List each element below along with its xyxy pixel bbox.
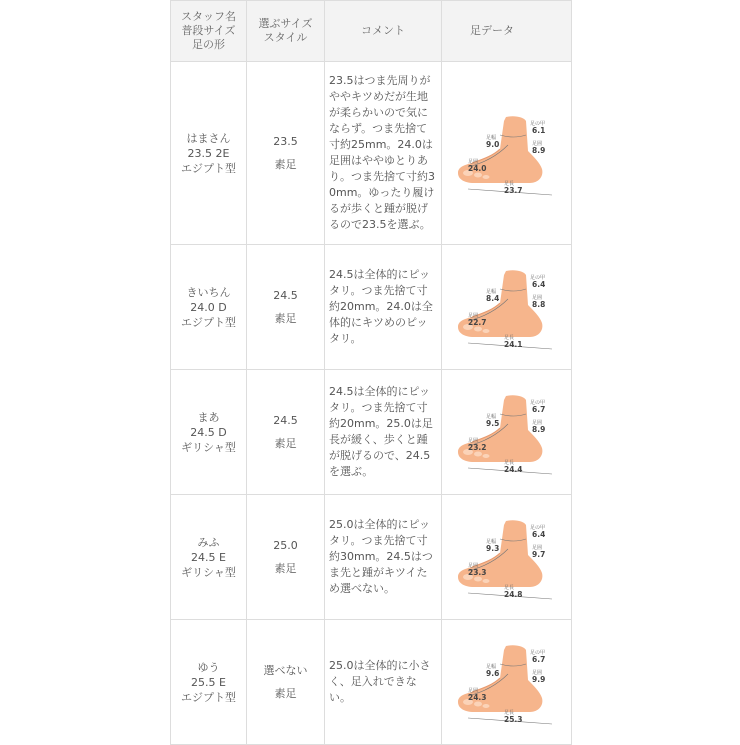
- staff-cell: [171, 620, 247, 745]
- staff-size-spec: 24.5 E: [191, 550, 226, 564]
- girth-label: 足囲: [467, 688, 478, 694]
- length-label: 足長: [503, 710, 514, 716]
- staff-size-spec: 24.0 D: [190, 300, 227, 314]
- width-label: 足幅: [485, 664, 496, 670]
- length-label: 足長: [503, 181, 514, 187]
- instep-height-value: 6.4: [531, 530, 545, 539]
- comment-cell: 24.5は全体的にピッタリ。つま先捨て寸約20mm。25.0は足長が緩く、歩くと踵が脱げるので、24.5を選ぶ。: [325, 370, 442, 495]
- staff-name: きいちん: [186, 285, 231, 299]
- staff-foot-shape: ギリシャ型: [181, 565, 236, 579]
- staff-name: まあ: [197, 410, 220, 424]
- staff-foot-shape: エジプト型: [181, 690, 236, 704]
- staff-foot-shape: ギリシャ型: [181, 440, 236, 454]
- girth-label: 足囲: [467, 438, 478, 444]
- table-row: [171, 62, 572, 245]
- foot-data-cell: [442, 620, 572, 745]
- girth-label-right: 足囲: [531, 670, 542, 676]
- width-label: 足幅: [485, 135, 496, 141]
- foot-data-cell: [442, 495, 572, 620]
- foot-girth-value: 23.3: [467, 568, 487, 577]
- foot-length-value: 25.3: [503, 715, 523, 724]
- ball-width-value: 8.9: [531, 425, 545, 434]
- foot-width-value: 9.5: [485, 419, 499, 428]
- width-label: 足幅: [485, 289, 496, 295]
- foot-data-cell: [442, 370, 572, 495]
- instep-label: 足の甲: [529, 525, 545, 531]
- size-cell: [247, 62, 325, 245]
- size-cell: [247, 370, 325, 495]
- instep-height-value: 6.4: [531, 280, 545, 289]
- table-row: [171, 495, 572, 620]
- length-label: 足長: [503, 335, 514, 341]
- girth-label: 足囲: [467, 159, 478, 165]
- staff-cell: [171, 245, 247, 370]
- staff-cell: [171, 62, 247, 245]
- staff-foot-shape: エジプト型: [181, 161, 236, 175]
- instep-label: 足の甲: [529, 275, 545, 281]
- foot-data-cell: [442, 62, 572, 245]
- comment-cell: 24.5は全体的にピッタリ。つま先捨て寸約20mm。24.0は全体的にキツめのピッタリ。: [325, 245, 442, 370]
- staff-size-spec: 24.5 D: [190, 425, 227, 439]
- header-foot-data: 足データ: [442, 1, 572, 62]
- instep-label: 足の甲: [529, 400, 545, 406]
- table-header-row: [171, 1, 572, 62]
- foot-length-value: 24.8: [503, 590, 523, 599]
- girth-label: 足囲: [467, 563, 478, 569]
- ball-width-value: 9.9: [531, 675, 545, 684]
- foot-length-value: 23.7: [503, 186, 523, 195]
- foot-diagram: [448, 634, 566, 730]
- foot-girth-value: 23.2: [467, 443, 487, 452]
- instep-height-value: 6.1: [531, 126, 545, 135]
- chosen-size: 24.5: [273, 414, 298, 427]
- ball-width-value: 8.9: [531, 146, 545, 155]
- girth-label-right: 足囲: [531, 141, 542, 147]
- instep-label: 足の甲: [529, 121, 545, 127]
- comment-cell: 23.5はつま先周りがややキツめだが生地が柔らかいので気にならず。つま先捨て寸約25mm。24.0は足囲はややゆとりあり。つま先捨て寸約30mm。ゆったり履けるが歩くと踵が脱げるので23.5を選ぶ。: [325, 62, 442, 245]
- instep-height-value: 6.7: [531, 655, 545, 664]
- foot-length-value: 24.4: [503, 465, 523, 474]
- style: 素足: [274, 687, 297, 700]
- staff-cell: [171, 495, 247, 620]
- chosen-size: 23.5: [273, 135, 298, 148]
- staff-size-spec: 23.5 2E: [187, 146, 230, 160]
- foot-diagram: [448, 259, 566, 355]
- girth-label: 足囲: [467, 313, 478, 319]
- foot-girth-value: 22.7: [467, 318, 487, 327]
- width-label: 足幅: [485, 539, 496, 545]
- staff-foot-shape: エジプト型: [181, 315, 236, 329]
- size-comparison-table-frame: [170, 0, 571, 740]
- chosen-size: 選べない: [263, 664, 308, 677]
- size-comparison-table: [170, 0, 572, 745]
- length-label: 足長: [503, 460, 514, 466]
- comment-cell: 25.0は全体的にピッタリ。つま先捨て寸約30mm。24.5はつま先と踵がキツイため選べない。: [325, 495, 442, 620]
- style: 素足: [274, 158, 297, 171]
- ball-width-value: 8.8: [531, 300, 545, 309]
- header-comment: コメント: [325, 1, 442, 62]
- foot-diagram: [448, 105, 566, 201]
- header-staff: スタッフ名 普段サイズ 足の形: [171, 1, 247, 62]
- staff-name: みふ: [197, 535, 220, 549]
- header-size: 選ぶサイズ スタイル: [247, 1, 325, 62]
- table-row: [171, 245, 572, 370]
- foot-width-value: 9.0: [485, 140, 499, 149]
- size-cell: [247, 245, 325, 370]
- style: 素足: [274, 312, 297, 325]
- foot-diagram: [448, 509, 566, 605]
- staff-cell: [171, 370, 247, 495]
- girth-label-right: 足囲: [531, 420, 542, 426]
- table-row: [171, 620, 572, 745]
- foot-girth-value: 24.0: [467, 164, 487, 173]
- staff-name: ゆう: [197, 660, 220, 674]
- chosen-size: 24.5: [273, 289, 298, 302]
- style: 素足: [274, 562, 297, 575]
- foot-width-value: 9.3: [485, 544, 499, 553]
- staff-size-spec: 25.5 E: [191, 675, 226, 689]
- girth-label-right: 足囲: [531, 295, 542, 301]
- foot-width-value: 9.6: [485, 669, 499, 678]
- foot-girth-value: 24.3: [467, 693, 487, 702]
- table-row: [171, 370, 572, 495]
- length-label: 足長: [503, 585, 514, 591]
- foot-diagram: [448, 384, 566, 480]
- foot-data-cell: [442, 245, 572, 370]
- comment-cell: 25.0は全体的に小さく、足入れできない。: [325, 620, 442, 745]
- staff-name: はまさん: [186, 131, 231, 145]
- foot-length-value: 24.1: [503, 340, 523, 349]
- style: 素足: [274, 437, 297, 450]
- size-cell: [247, 620, 325, 745]
- chosen-size: 25.0: [273, 539, 298, 552]
- ball-width-value: 9.7: [531, 550, 545, 559]
- size-cell: [247, 495, 325, 620]
- instep-height-value: 6.7: [531, 405, 545, 414]
- instep-label: 足の甲: [529, 650, 545, 656]
- girth-label-right: 足囲: [531, 545, 542, 551]
- foot-width-value: 8.4: [485, 294, 499, 303]
- width-label: 足幅: [485, 414, 496, 420]
